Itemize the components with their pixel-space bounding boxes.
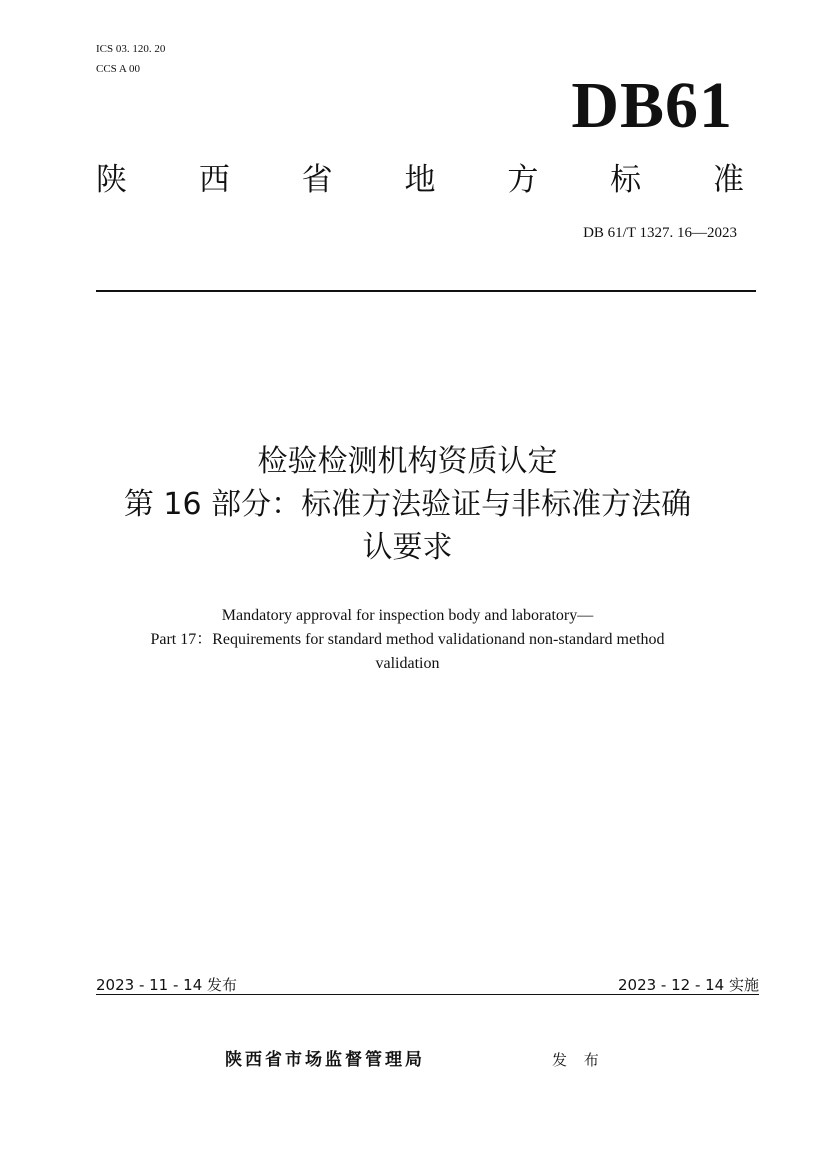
english-title	[60, 604, 755, 676]
standard-type-heading	[96, 160, 744, 200]
implementation-date: 2023 - 12 - 14 实施	[617, 976, 759, 994]
document-title	[40, 440, 775, 569]
issue-label: 发 布	[552, 1051, 605, 1069]
standard-number: DB 61/T 1327. 16—2023	[583, 225, 737, 241]
ccs-code: CCS A 00	[96, 63, 141, 75]
top-divider	[96, 290, 756, 292]
title-line: 检验检测机构资质认定	[257, 444, 558, 479]
standard-type-char: 西	[198, 162, 230, 198]
title-line: 认要求	[362, 530, 453, 565]
title-line: 第 16 部分：标准方法验证与非标准方法确	[123, 487, 692, 522]
english-title-line: Mandatory approval for inspection body and laboratory—	[221, 607, 594, 624]
standard-type-char: 准	[712, 162, 744, 198]
standard-type-char: 省	[301, 162, 333, 198]
standard-code-logo: DB61	[571, 69, 733, 142]
standard-type-char: 标	[610, 162, 642, 198]
bottom-divider	[96, 994, 759, 995]
standard-type-char: 方	[507, 162, 539, 198]
standard-type-char: 陕	[96, 162, 127, 198]
ics-code: ICS 03. 120. 20	[96, 43, 166, 55]
english-title-line: validation	[375, 655, 440, 672]
english-title-line: Part 17：Requirements for standard method validationand non-standard method	[150, 631, 665, 648]
issue-date: 2023 - 11 - 14 发布	[96, 976, 238, 994]
issuing-authority: 陕西省市场监督管理局	[225, 1050, 425, 1070]
standard-type-char: 地	[404, 162, 436, 198]
